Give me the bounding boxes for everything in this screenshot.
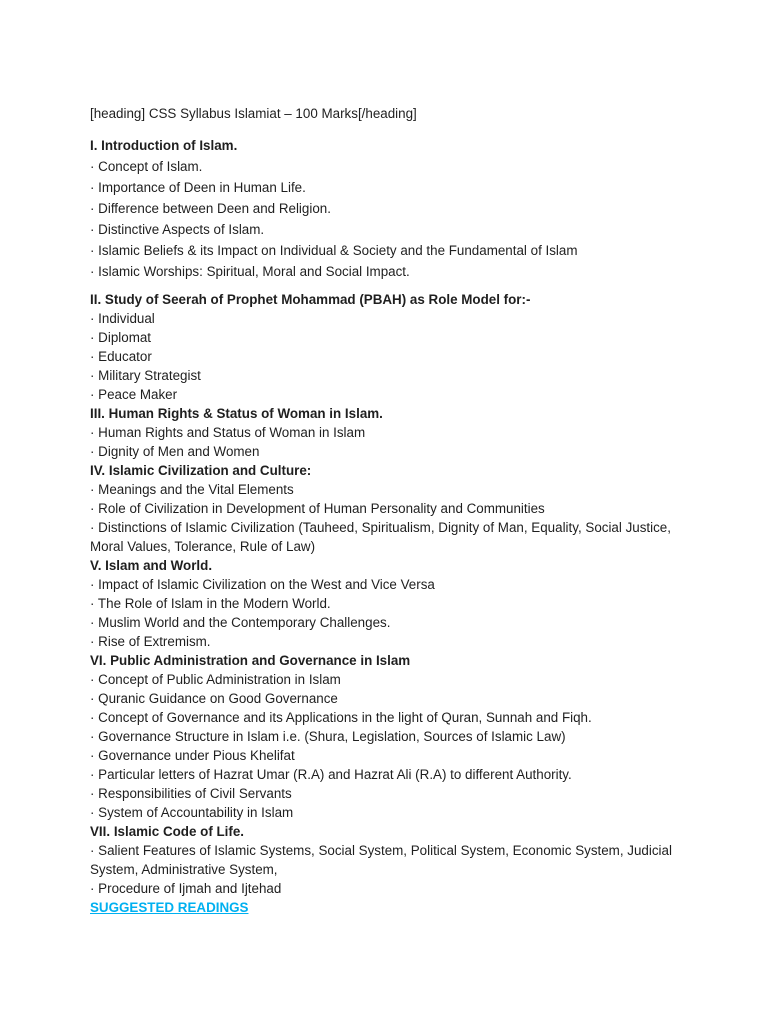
list-item: · Rise of Extremism. — [90, 634, 211, 649]
list-item: · Role of Civilization in Development of Human Personality and Communities — [90, 501, 545, 516]
document-page — [90, 104, 690, 917]
list-item: · Individual — [90, 311, 155, 326]
list-item: · Dignity of Men and Women — [90, 444, 260, 459]
section-civilization — [90, 461, 690, 556]
section-title: IV. Islamic Civilization and Culture: — [90, 463, 312, 478]
list-item: · Concept of Governance and its Applications in the light of Quran, Sunnah and Fiqh. — [90, 710, 592, 725]
list-item: · Importance of Deen in Human Life. — [90, 180, 306, 195]
section-title: V. Islam and World. — [90, 558, 213, 573]
list-item: · Responsibilities of Civil Servants — [90, 786, 292, 801]
section-code-of-life — [90, 822, 690, 898]
list-item: · Concept of Public Administration in Islam — [90, 672, 341, 687]
list-item: · Diplomat — [90, 330, 152, 345]
list-item: · Concept of Islam. — [90, 159, 203, 174]
list-item: · Governance under Pious Khelifat — [90, 748, 295, 763]
list-item: · Distinctive Aspects of Islam. — [90, 222, 265, 237]
list-item: · Particular letters of Hazrat Umar (R.A) and Hazrat Ali (R.A) to different Authority. — [90, 767, 572, 782]
section-seerah — [90, 290, 690, 404]
list-item: · Educator — [90, 349, 152, 364]
section-title: III. Human Rights & Status of Woman in Islam. — [90, 406, 383, 421]
list-item: · Human Rights and Status of Woman in Islam — [90, 425, 366, 440]
list-item: · Quranic Guidance on Good Governance — [90, 691, 338, 706]
list-item: · Procedure of Ijmah and Ijtehad — [90, 881, 282, 896]
section-islam-world — [90, 556, 690, 651]
section-title: VI. Public Administration and Governance in Islam — [90, 653, 411, 668]
list-item: · Muslim World and the Contemporary Challenges. — [90, 615, 391, 630]
suggested-readings-link[interactable]: SUGGESTED READINGS — [90, 900, 249, 915]
list-item: · Meanings and the Vital Elements — [90, 482, 294, 497]
list-item: · Military Strategist — [90, 368, 201, 383]
list-item: · Salient Features of Islamic Systems, Social System, Political System, Economic System, Judicial System, Administrative System, — [90, 843, 672, 877]
list-item: · Islamic Worships: Spiritual, Moral and Social Impact. — [90, 264, 410, 279]
document-heading: [heading] CSS Syllabus Islamiat – 100 Marks[/heading] — [90, 106, 417, 121]
section-human-rights — [90, 404, 690, 461]
list-item: · System of Accountability in Islam — [90, 805, 294, 820]
list-item: · Impact of Islamic Civilization on the West and Vice Versa — [90, 577, 435, 592]
section-public-administration — [90, 651, 690, 822]
section-title: I. Introduction of Islam. — [90, 138, 238, 153]
section-introduction — [90, 135, 690, 282]
list-item: · Difference between Deen and Religion. — [90, 201, 331, 216]
section-title: VII. Islamic Code of Life. — [90, 824, 245, 839]
list-item: · Distinctions of Islamic Civilization (Tauheed, Spiritualism, Dignity of Man, Equality, Social Justice, Moral Values, Tolerance, Rule of Law) — [90, 520, 671, 554]
list-item: · Governance Structure in Islam i.e. (Shura, Legislation, Sources of Islamic Law) — [90, 729, 566, 744]
section-title: II. Study of Seerah of Prophet Mohammad (PBAH) as Role Model for:- — [90, 292, 531, 307]
list-item: · The Role of Islam in the Modern World. — [90, 596, 331, 611]
list-item: · Islamic Beliefs & its Impact on Individual & Society and the Fundamental of Islam — [90, 243, 578, 258]
list-item: · Peace Maker — [90, 387, 178, 402]
